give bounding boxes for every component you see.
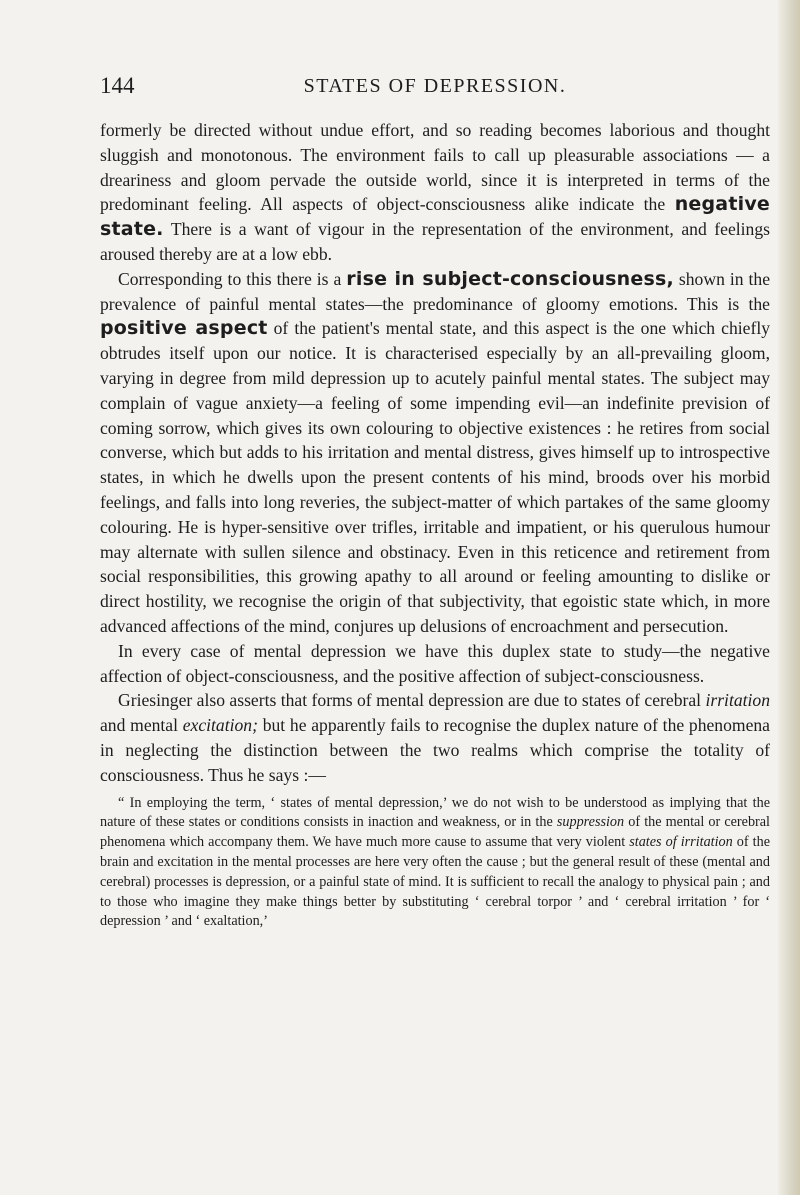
emphasis-positive-aspect: positive aspect [100, 317, 268, 340]
text-run: and mental [100, 715, 183, 736]
text-run: Corresponding to this there is a [118, 268, 347, 289]
italic-states-of-irritation: states of irritation [629, 834, 733, 851]
italic-irritation: irritation [705, 690, 770, 711]
text-run: of the brain and excitation in the mental processes are here very often the cause ; but the general result of these (mental and cerebral) processes is depression, or a painful state of mind. It is sufficient to recall the analogy to physical pain ; and to those who imagine they make things better by substituting ‘ cerebral torpor ’ and ‘ cerebral irritation ’ for ‘ depression ’ and ‘ exaltation,’ [100, 834, 771, 930]
block-quote [100, 794, 770, 933]
text-run: of the patient's mental state, and this aspect is the one which chiefly obtrudes itself upon our notice. It is characterised especially by an all-prevailing gloom, varying in degree from mild depression up to acutely painful mental states. The subject may complain of vague anxiety—a feeling of some impending evil—an indefinite prevision of coming sorrow, which gives its own colouring to objective existences : he retires from social converse, which but adds to his irritation and mental distress, gives himself up to introspective states, in which he dwells upon the present contents of his mind, broods over his morbid feelings, and falls into long reveries, the subject-matter of which partakes of the same gloomy colouring. He is hyper-sensitive over trifles, irritable and impatient, or his querulous humour may alternate with sullen silence and obstinacy. Even in this reticence and retirement from social responsibilities, this growing apathy to all around or feeling amounting to dislike or direct hostility, we recognise the origin of that subjectivity, that egoistic state which, in more advanced affections of the mind, conjures up delusions of encroachment and persecution. [100, 318, 771, 636]
paragraph-2 [100, 267, 770, 639]
emphasis-rise-subject-consciousness: rise in subject-consciousness, [346, 267, 674, 290]
paragraph-1 [100, 118, 770, 267]
paragraph-4 [100, 688, 770, 787]
text-run: of the mental or cerebral phenomena which accompany them. We have much more cause to assume that very violent [100, 814, 770, 851]
page-number: 144 [100, 73, 135, 98]
paragraph-3: In every case of mental depression we have this duplex state to study—the negative affection of object-consciousness, and the positive affection of subject-consciousness. [100, 640, 770, 686]
emphasis-negative-state: negative state. [100, 193, 770, 241]
book-page [100, 73, 770, 932]
running-title: STATES OF DEPRESSION. [303, 75, 567, 97]
running-head [100, 73, 770, 103]
italic-excitation: excitation; [182, 715, 258, 736]
text-run: “ In employing the term, ‘ states of mental depression,’ we do not wish to be understood as implying that the nature of these states or conditions consists in inaction and weakness, or in the [100, 794, 770, 831]
text-run: but he apparently fails to recognise the duplex nature of the phenomena in neglecting the distinction between the two realms which comprise the totality of consciousness. Thus he says :— [100, 715, 770, 785]
text-run: shown in the prevalence of painful mental states—the predominance of gloomy emotions. This is the [100, 268, 771, 314]
body-text [100, 118, 770, 932]
text-run: formerly be directed without undue effort, and so reading becomes laborious and thought sluggish and monotonous. The environment fails to call up pleasurable associations — a dreariness and gloom pervade the outside world, since it is interpreted in terms of the predominant feeling. All aspects of object-consciousness alike indicate the [100, 120, 770, 215]
text-run: There is a want of vigour in the representation of the environment, and feelings aroused thereby are at a low ebb. [100, 219, 770, 264]
page-edge [778, 0, 800, 1195]
text-run: Griesinger also asserts that forms of mental depression are due to states of cerebral [118, 690, 706, 711]
italic-suppression: suppression [556, 814, 625, 831]
